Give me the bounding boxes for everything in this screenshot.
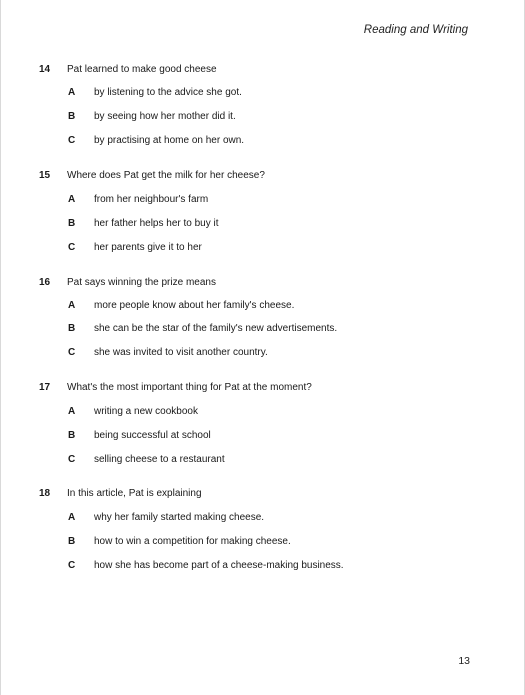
option-text: how she has become part of a cheese-making business. [94,560,344,571]
question-number: 16 [39,277,51,288]
option-letter: B [68,430,76,441]
question-number: 18 [39,488,51,499]
option-text: being successful at school [94,430,211,441]
option-letter: C [68,242,76,253]
option-letter: C [68,560,76,571]
question-stem: Pat learned to make good cheese [67,64,217,75]
option-text: her parents give it to her [94,242,202,253]
option-letter: A [68,300,76,311]
section-title: Reading and Writing [363,24,468,36]
question-stem: What's the most important thing for Pat at the moment? [67,382,312,393]
question-number: 14 [39,64,51,75]
option-text: her father helps her to buy it [94,218,219,229]
page-number: 13 [458,655,470,667]
option-text: writing a new cookbook [94,406,198,417]
option-text: why her family started making cheese. [94,512,265,523]
option-letter: B [68,536,76,547]
option-text: she can be the star of the family's new advertisements. [94,323,338,334]
option-letter: A [68,406,76,417]
question-stem: Pat says winning the prize means [67,277,216,288]
option-text: by practising at home on her own. [94,135,245,146]
option-text: by seeing how her mother did it. [94,111,236,122]
option-letter: A [68,512,76,523]
question-number: 15 [39,170,51,181]
option-letter: B [68,323,76,334]
option-letter: C [68,135,76,146]
option-letter: B [68,111,76,122]
question-stem: Where does Pat get the milk for her cheese? [67,170,265,181]
option-letter: C [68,347,76,358]
option-text: more people know about her family's cheese. [94,300,295,311]
option-text: how to win a competition for making cheese. [94,536,291,547]
option-letter: B [68,218,76,229]
option-letter: A [68,87,76,98]
option-letter: A [68,194,76,205]
question-stem: In this article, Pat is explaining [67,488,202,499]
option-text: she was invited to visit another country. [94,347,268,358]
option-text: from her neighbour's farm [94,194,209,205]
option-text: selling cheese to a restaurant [94,454,225,465]
option-letter: C [68,454,76,465]
question-number: 17 [39,382,51,393]
option-text: by listening to the advice she got. [94,87,242,98]
